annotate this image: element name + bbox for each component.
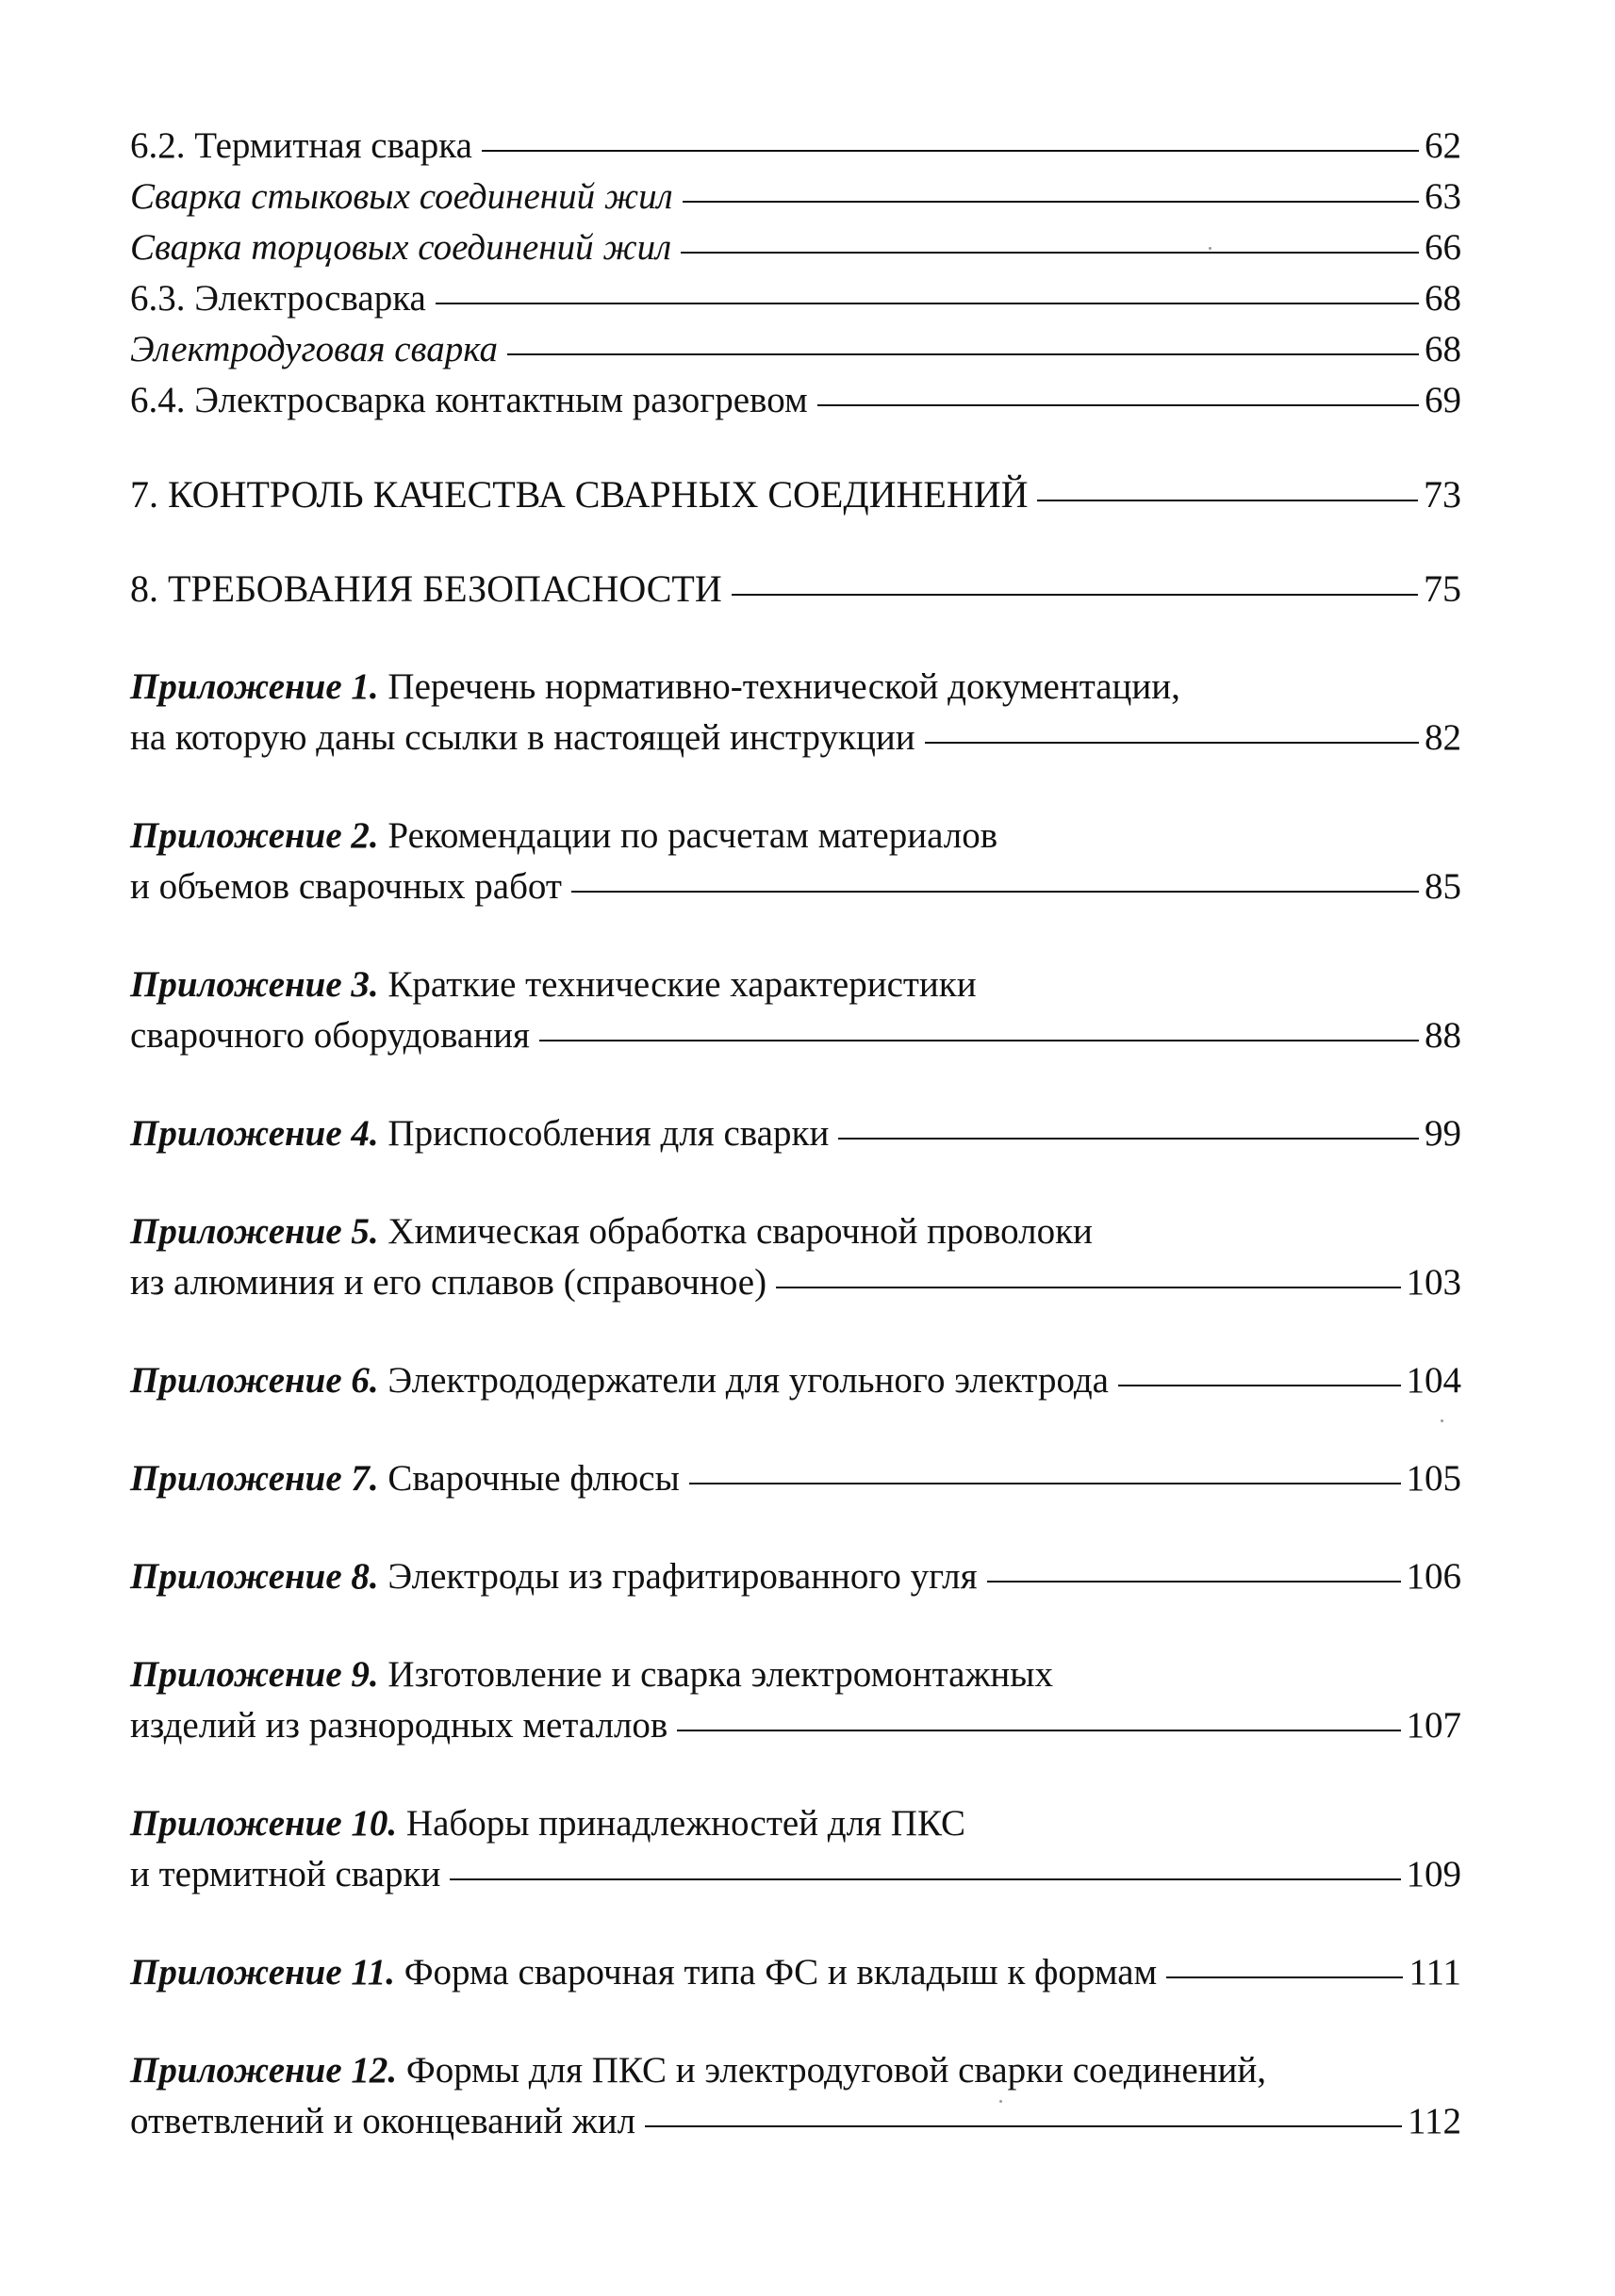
toc-entry-appendix-8[interactable] bbox=[130, 1551, 1461, 1602]
page-number: 88 bbox=[1425, 1015, 1461, 1056]
entry-title: Изготовление и сварка электромонтажных bbox=[387, 1654, 1053, 1695]
leader-line bbox=[450, 1878, 1400, 1880]
entry-title: 7. КОНТРОЛЬ КАЧЕСТВА СВАРНЫХ СОЕДИНЕНИЙ bbox=[130, 473, 1029, 516]
entry-title: 6.2. Термитная сварка bbox=[130, 125, 472, 166]
leader-line bbox=[689, 1483, 1401, 1484]
page-number: 63 bbox=[1425, 176, 1461, 217]
toc-entry-appendix-9[interactable] bbox=[130, 1649, 1461, 1751]
leader-line bbox=[482, 150, 1419, 152]
entry-title: Приспособления для сварки bbox=[387, 1113, 830, 1154]
leader-line bbox=[539, 1040, 1419, 1041]
toc-entry-6-2[interactable] bbox=[130, 121, 1461, 172]
toc-entry-end-joints[interactable] bbox=[130, 222, 1461, 273]
page-number: 106 bbox=[1406, 1556, 1461, 1597]
scan-speck bbox=[1441, 1419, 1443, 1422]
toc-entry-butt-joints[interactable] bbox=[130, 172, 1461, 222]
toc-entry-appendix-7[interactable] bbox=[130, 1453, 1461, 1504]
page-number: 68 bbox=[1425, 278, 1461, 319]
scan-speck bbox=[999, 2100, 1002, 2103]
entry-title: 6.4. Электросварка контактным разогревом bbox=[130, 380, 808, 420]
entry-title: Краткие технические характеристики bbox=[387, 964, 977, 1005]
entry-title-continued: и объемов сварочных работ bbox=[130, 866, 562, 907]
entry-title: 6.3. Электросварка bbox=[130, 278, 426, 319]
page-number: 111 bbox=[1409, 1952, 1461, 1993]
entry-title: Электрододержатели для угольного электрода bbox=[387, 1360, 1109, 1401]
entry-title: Сварочные флюсы bbox=[387, 1458, 680, 1499]
page-number: 68 bbox=[1425, 329, 1461, 369]
entry-title-continued: изделий из разнородных металлов bbox=[130, 1705, 668, 1746]
toc-entry-chapter-7[interactable] bbox=[130, 469, 1461, 520]
toc-entry-appendix-1[interactable] bbox=[130, 662, 1461, 763]
entry-title: Электроды из графитированного угля bbox=[387, 1556, 978, 1597]
page-number: 62 bbox=[1425, 125, 1461, 166]
page-number: 112 bbox=[1407, 2101, 1461, 2141]
leader-line bbox=[436, 303, 1419, 304]
leader-line bbox=[987, 1581, 1401, 1583]
appendix-label: Приложение 4. bbox=[130, 1113, 379, 1154]
toc-entry-appendix-10[interactable] bbox=[130, 1798, 1461, 1900]
page-number: 103 bbox=[1406, 1262, 1461, 1303]
appendix-label: Приложение 5. bbox=[130, 1211, 379, 1252]
leader-line bbox=[507, 353, 1419, 355]
entry-title: Форма сварочная типа ФС и вкладыш к формам bbox=[404, 1952, 1158, 1993]
toc-entry-6-4[interactable] bbox=[130, 375, 1461, 426]
page-number: 82 bbox=[1425, 717, 1461, 758]
page-number: 109 bbox=[1406, 1854, 1461, 1894]
toc-entry-appendix-6[interactable] bbox=[130, 1355, 1461, 1406]
entry-title-continued: сварочного оборудования bbox=[130, 1015, 530, 1056]
entry-title-continued: на которую даны ссылки в настоящей инструкции bbox=[130, 717, 915, 758]
appendix-label: Приложение 9. bbox=[130, 1654, 379, 1695]
appendix-label: Приложение 11. bbox=[130, 1952, 395, 1993]
leader-line bbox=[683, 201, 1419, 203]
appendix-label: Приложение 7. bbox=[130, 1458, 379, 1499]
appendix-label: Приложение 3. bbox=[130, 964, 379, 1005]
appendix-label: Приложение 6. bbox=[130, 1360, 379, 1401]
toc-entry-6-3[interactable] bbox=[130, 273, 1461, 324]
toc-entry-appendix-5[interactable] bbox=[130, 1206, 1461, 1308]
page-number: 107 bbox=[1406, 1705, 1461, 1746]
entry-title-continued: ответвлений и оконцеваний жил bbox=[130, 2101, 636, 2141]
toc-entry-chapter-8[interactable] bbox=[130, 564, 1461, 615]
leader-line bbox=[1037, 500, 1418, 501]
entry-title-continued: из алюминия и его сплавов (справочное) bbox=[130, 1262, 767, 1303]
leader-line bbox=[571, 891, 1419, 893]
entry-title: Формы для ПКС и электродуговой сварки соединений, bbox=[405, 2050, 1267, 2091]
entry-title: Наборы принадлежностей для ПКС bbox=[405, 1803, 965, 1844]
leader-line bbox=[776, 1287, 1400, 1288]
leader-line bbox=[817, 404, 1419, 406]
page-number: 105 bbox=[1406, 1458, 1461, 1499]
leader-line bbox=[838, 1138, 1419, 1140]
page-number: 85 bbox=[1425, 866, 1461, 907]
leader-line bbox=[645, 2125, 1402, 2127]
page-number: 75 bbox=[1424, 567, 1461, 610]
leader-line bbox=[1118, 1385, 1401, 1386]
leader-line bbox=[1166, 1976, 1403, 1978]
page-number: 73 bbox=[1424, 473, 1461, 516]
page-number: 69 bbox=[1425, 380, 1461, 420]
entry-title: Рекомендации по расчетам материалов bbox=[387, 815, 998, 856]
entry-title: Химическая обработка сварочной проволоки bbox=[387, 1211, 1093, 1252]
appendix-label: Приложение 2. bbox=[130, 815, 379, 856]
leader-line bbox=[925, 742, 1419, 744]
entry-title-continued: и термитной сварки bbox=[130, 1854, 441, 1894]
toc-entry-appendix-4[interactable] bbox=[130, 1108, 1461, 1159]
entry-title: Электродуговая сварка bbox=[130, 329, 498, 369]
scan-speck bbox=[1209, 247, 1211, 250]
appendix-label: Приложение 1. bbox=[130, 666, 379, 707]
appendix-label: Приложение 8. bbox=[130, 1556, 379, 1597]
entry-title: Перечень нормативно-технической документации, bbox=[387, 666, 1180, 707]
toc-entry-appendix-3[interactable] bbox=[130, 959, 1461, 1061]
toc-entry-appendix-12[interactable] bbox=[130, 2045, 1461, 2147]
toc-entry-appendix-2[interactable] bbox=[130, 811, 1461, 912]
table-of-contents bbox=[130, 121, 1461, 2147]
toc-entry-arc-welding[interactable] bbox=[130, 324, 1461, 375]
toc-entry-appendix-11[interactable] bbox=[130, 1947, 1461, 1998]
appendix-label: Приложение 10. bbox=[130, 1803, 398, 1844]
leader-line bbox=[681, 252, 1419, 254]
appendix-label: Приложение 12. bbox=[130, 2050, 398, 2091]
page-number: 66 bbox=[1425, 227, 1461, 268]
entry-title: Сварка стыковых соединений жил bbox=[130, 176, 673, 217]
page-number: 99 bbox=[1425, 1113, 1461, 1154]
page-number: 104 bbox=[1406, 1360, 1461, 1401]
leader-line bbox=[732, 594, 1418, 596]
leader-line bbox=[677, 1730, 1400, 1731]
entry-title: 8. ТРЕБОВАНИЯ БЕЗОПАСНОСТИ bbox=[130, 567, 722, 610]
entry-title: Сварка торцовых соединений жил bbox=[130, 227, 672, 268]
